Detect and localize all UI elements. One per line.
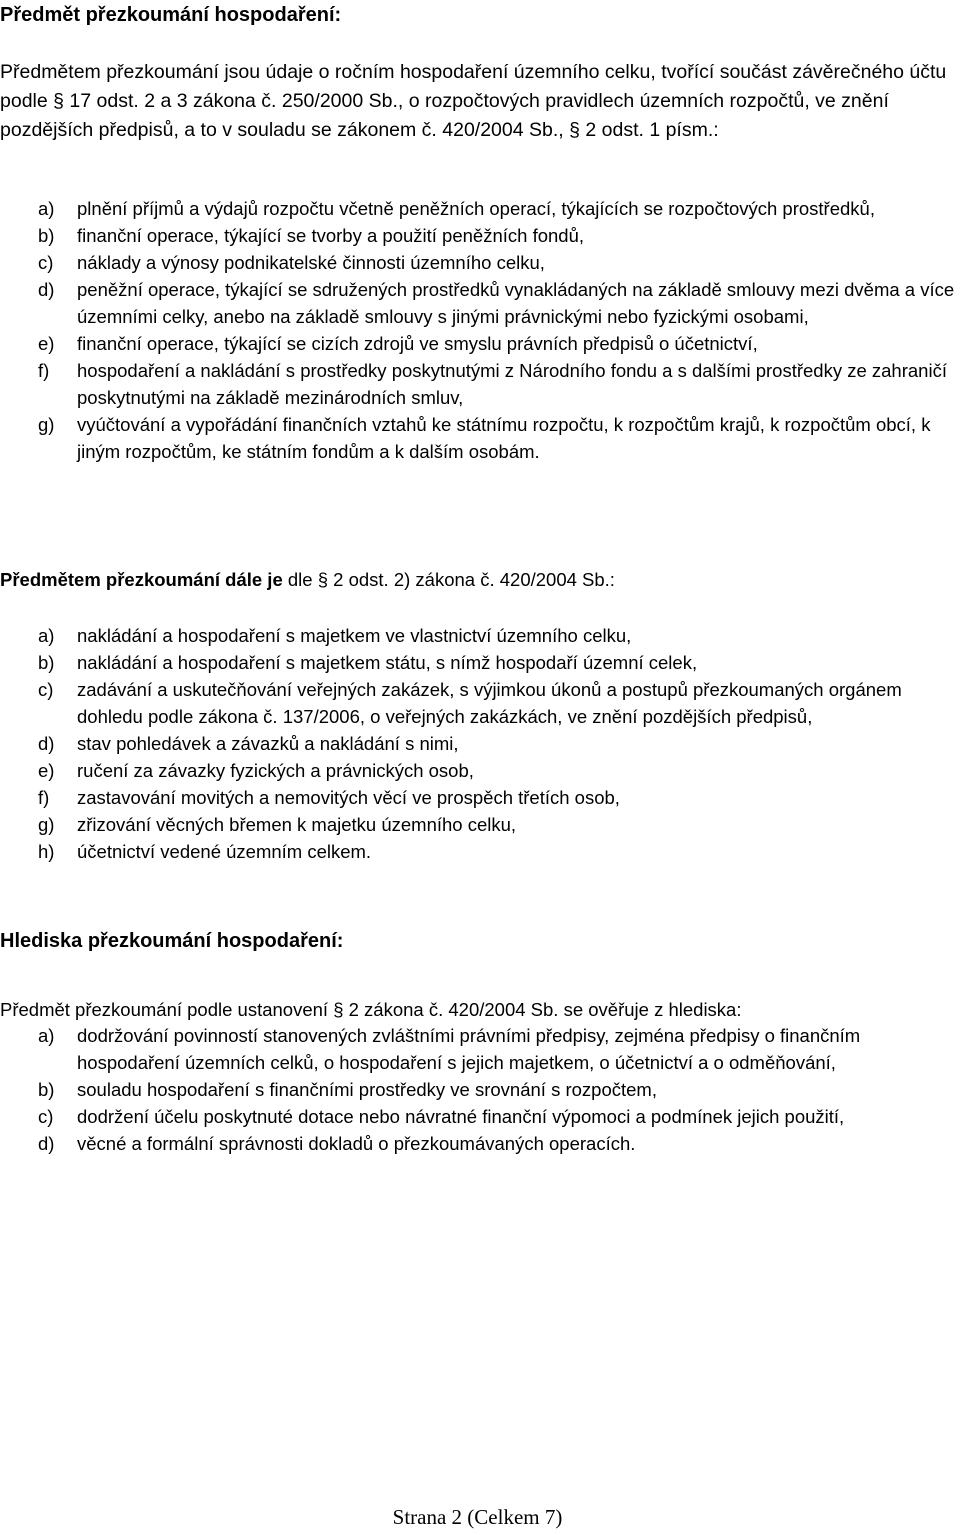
- list-item: c) dodržení účelu poskytnuté dotace nebo návratné finanční výpomoci a podmínek jejich použití,: [38, 1106, 845, 1127]
- list-item: c) zadávání a uskutečňování veřejných zakázek, s výjimkou úkonů a postupů přezkoumaných orgánem dohledu podle zákona č. 137/2006, o veřejných zakázkách, ve znění pozdějších předpisů,: [38, 679, 902, 727]
- list-item: a) plnění příjmů a výdajů rozpočtu včetně peněžních operací, týkajících se rozpočtových prostředků,: [38, 198, 875, 219]
- subject-list: [38, 195, 956, 465]
- list-item: d) věcné a formální správnosti dokladů o přezkoumávaných operacích.: [38, 1133, 636, 1154]
- section-heading-aspects: Hlediska přezkoumání hospodaření:: [0, 930, 344, 952]
- list-item: f) zastavování movitých a nemovitých věcí ve prospěch třetích osob,: [38, 787, 620, 808]
- list-item: c) náklady a výnosy podnikatelské činnosti územního celku,: [38, 252, 545, 273]
- list-item: d) stav pohledávek a závazků a nakládání s nimi,: [38, 733, 459, 754]
- aspects-list: [38, 1022, 956, 1157]
- section-heading-subject: Předmět přezkoumání hospodaření:: [0, 4, 342, 26]
- page-number-footer: Strana 2 (Celkem 7): [392, 1505, 563, 1529]
- further-subject-intro: Předmětem přezkoumání dále je dle § 2 odst. 2) zákona č. 420/2004 Sb.:: [0, 569, 615, 590]
- aspects-intro: Předmět přezkoumání podle ustanovení § 2 zákona č. 420/2004 Sb. se ověřuje z hlediska:: [0, 999, 742, 1020]
- list-item: b) finanční operace, týkající se tvorby a použití peněžních fondů,: [38, 225, 584, 246]
- list-item: g) zřizování věcných břemen k majetku územního celku,: [38, 814, 517, 835]
- list-item: a) dodržování povinností stanovených zvláštními právními předpisy, zejména předpisy o finančním hospodaření územních celků, o hospodaření s jejich majetkem, o účetnictví a o odměňování,: [38, 1025, 861, 1073]
- subject-paragraph: Předmětem přezkoumání jsou údaje o ročním hospodaření územního celku, tvořící součást závěrečného účtu podle § 17 odst. 2 a 3 zákona č. 250/2000 Sb., o rozpočtových pravidlech územních rozpočtů, ve znění pozdějších předpisů, a to v souladu se zákonem č. 420/2004 Sb., § 2 odst. 1 písm.:: [0, 61, 947, 141]
- list-item: e) ručení za závazky fyzických a právnických osob,: [38, 760, 474, 781]
- list-item: d) peněžní operace, týkající se sdružených prostředků vynakládaných na základě smlouvy mezi dvěma a více územními celky, anebo na základě smlouvy s jinými právnickými nebo fyzickými osobami,: [38, 279, 955, 327]
- list-item: h) účetnictví vedené územním celkem.: [38, 841, 372, 862]
- list-item: b) souladu hospodaření s finančními prostředky ve srovnání s rozpočtem,: [38, 1079, 657, 1100]
- further-subject-list: [38, 622, 956, 865]
- list-item: a) nakládání a hospodaření s majetkem ve vlastnictví územního celku,: [38, 625, 632, 646]
- list-item: g) vyúčtování a vypořádání finančních vztahů ke státnímu rozpočtu, k rozpočtům krajů, k rozpočtům obcí, k jiným rozpočtům, ke státním fondům a k dalším osobám.: [38, 414, 931, 462]
- list-item: e) finanční operace, týkající se cizích zdrojů ve smyslu právních předpisů o účetnictví,: [38, 333, 758, 354]
- list-item: f) hospodaření a nakládání s prostředky poskytnutými z Národního fondu a s dalšími prostředky ze zahraničí poskytnutými na základě mezinárodních smluv,: [38, 360, 947, 408]
- list-item: b) nakládání a hospodaření s majetkem státu, s nímž hospodaří územní celek,: [38, 652, 698, 673]
